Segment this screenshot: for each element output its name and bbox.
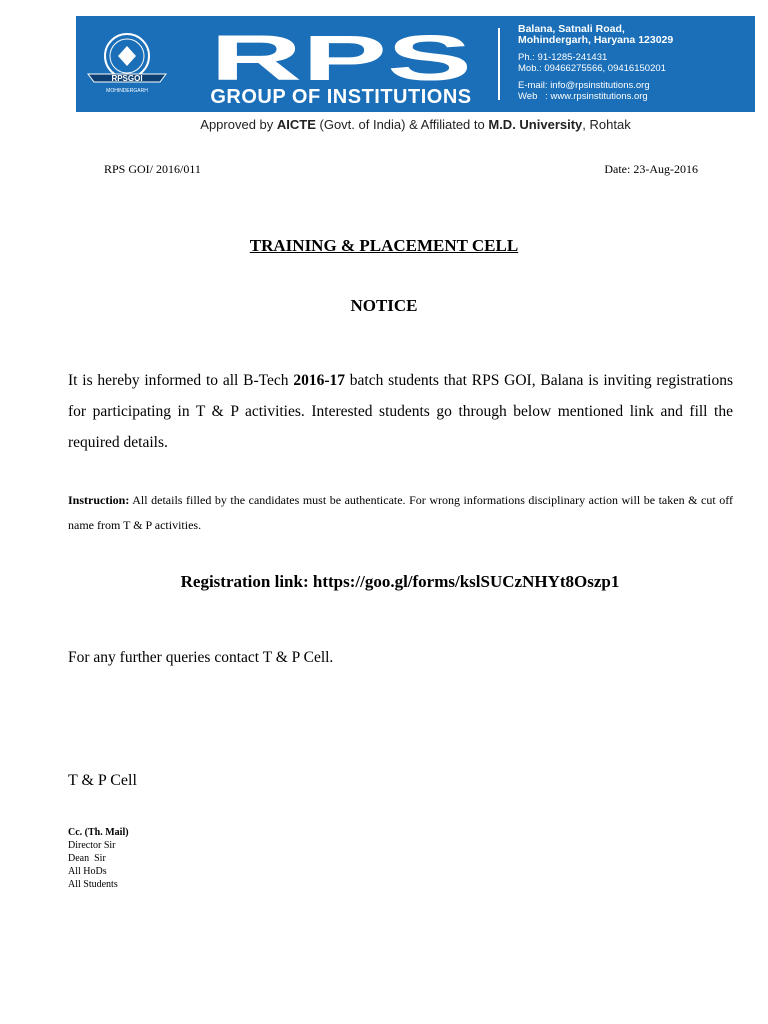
approved-middle: (Govt. of India) & Affiliated to	[315, 117, 489, 132]
institution-seal-logo	[84, 26, 170, 102]
seal-sublabel: MOHINDERGARH	[106, 88, 148, 94]
registration-link[interactable]: Registration link: https://goo.gl/forms/kslSUCzNHYt8Oszp1	[180, 572, 620, 591]
email-text: E-mail: info@rpsinstitutions.org	[518, 80, 650, 91]
approved-prefix: Approved by	[200, 117, 277, 132]
rps-wordmark	[206, 26, 476, 88]
cc-item: Dean Sir	[68, 853, 106, 864]
cc-heading: Cc. (Th. Mail)	[68, 827, 129, 838]
instruction-text: All details filled by the candidates must be authenticate. For wrong informations disciplinary action will be taken & cut off name from T & P activities.	[68, 493, 733, 532]
aicte-text: AICTE	[276, 117, 316, 132]
instruction-label: Instruction:	[68, 493, 130, 507]
rps-logo-text: RPS	[210, 26, 472, 88]
batch-year: 2016-17	[293, 372, 345, 389]
notice-title: NOTICE	[350, 296, 418, 315]
signature: T & P Cell	[68, 772, 137, 789]
approval-line	[76, 117, 755, 132]
instruction-paragraph	[68, 488, 733, 538]
address-line-2: Mohindergarh, Haryana 123029	[518, 34, 674, 46]
letter-date: Date: 23-Aug-2016	[604, 162, 698, 176]
phone-text: Ph.: 91-1285-241431	[518, 52, 608, 63]
approved-suffix: , Rohtak	[582, 117, 631, 132]
reference-number: RPS GOI/ 2016/011	[104, 162, 201, 176]
group-of-institutions: GROUP OF INSTITUTIONS	[210, 86, 472, 108]
header-divider	[498, 28, 500, 100]
notice-body	[68, 365, 733, 458]
cell-heading: TRAINING & PLACEMENT CELL	[249, 236, 519, 255]
body-text-2: batch students that RPS GOI, Balana is inviting registrations for participating in T & P activities. Interested students go through below mentioned link and fill the required details.	[68, 372, 733, 451]
address-line-1: Balana, Satnali Road,	[518, 23, 625, 35]
university-text: M.D. University	[488, 117, 583, 132]
cc-item: All HoDs	[68, 866, 107, 877]
letterhead-banner	[76, 16, 755, 112]
cc-item: All Students	[68, 879, 118, 890]
cc-item: Director Sir	[68, 840, 116, 851]
contact-block	[518, 24, 673, 102]
cc-block	[68, 826, 129, 891]
body-text-1: It is hereby informed to all B-Tech	[68, 372, 294, 389]
queries-line: For any further queries contact T & P Cell.	[68, 649, 334, 666]
mobile-text: Mob.: 09466275566, 09416150201	[518, 63, 666, 74]
seal-label: RPSGOI	[111, 74, 143, 83]
web-text: Web : www.rpsinstitutions.org	[518, 91, 648, 102]
